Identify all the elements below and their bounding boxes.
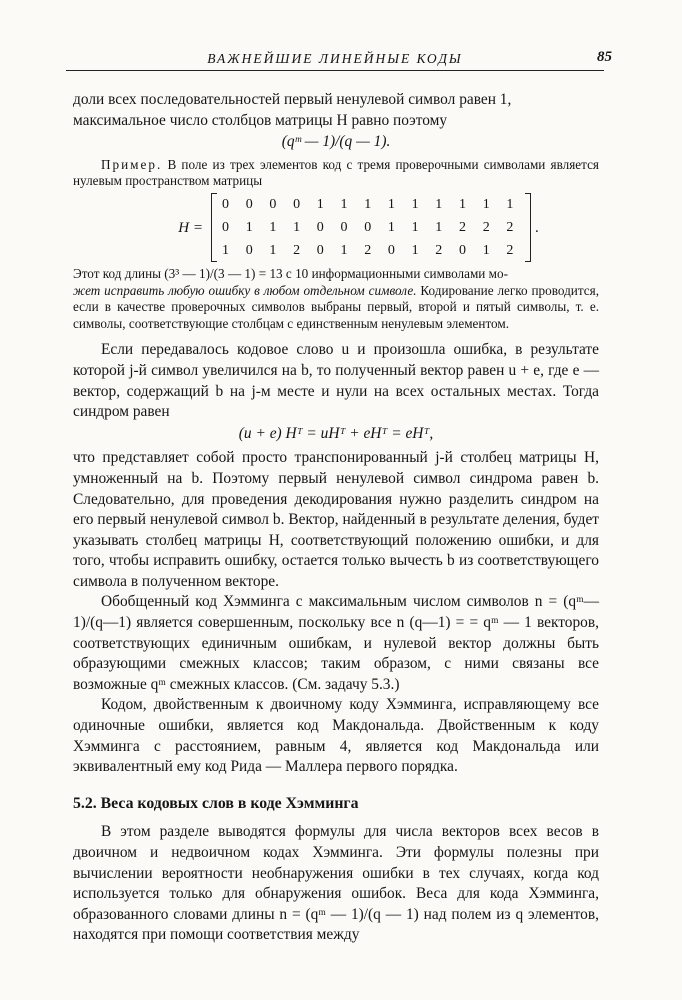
- paragraph-perfect-code: Обобщенный код Хэмминга с максимальным числом символов n = (qᵐ—1)/(q—1) является совершенным, поскольку все n (q—1) = = qᵐ — 1 векторов, соответствующих единичным ошибкам, и нулевой вектор должны быть образующими смежных классов; таким образом, с ними связаны все возможные qᵐ смежных классов. (См. задачу 5.3.): [73, 593, 599, 693]
- matrix-row-2: 0 1 1 1 0 0 0 1 1 1 2 2 2: [222, 220, 520, 236]
- matrix-row-1: 0 0 0 0 1 1 1 1 1 1 1 1 1: [222, 197, 520, 213]
- paragraph-continuation-line-2: максимальное число столбцов матрицы H равно поэтому: [73, 111, 448, 129]
- page-number: 85: [597, 49, 612, 65]
- paragraph-decoding: что представляет собой просто транспонированный j-й столбец матрицы H, умноженный на b. Поэтому первый ненулевой символ синдрома равен b. Следовательно, для проведения декодирования нужно разделить синдром на его первый ненулевой символ b. Вектор, найденный в результате деления, будет указывать столбец матрицы H, соответствующий положению ошибки, и для того, чтобы исправить ошибку, остается только вычесть b из соответствующего символа в полученном векторе.: [73, 449, 599, 590]
- running-title: ВАЖНЕЙШИЕ ЛИНЕЙНЫЕ КОДЫ: [207, 51, 463, 66]
- paragraph-continuation-line-1: доли всех последовательностей первый ненулевой символ равен 1,: [73, 91, 512, 108]
- example-text: В поле из трех элементов код с тремя проверочными символами является нулевым пространством матрицы: [73, 156, 599, 189]
- formula-column-count: (qᵐ — 1)/(q — 1).: [281, 133, 391, 151]
- page-body: [73, 90, 599, 946]
- section-title: 5.2. Веса кодовых слов в коде Хэмминга: [73, 794, 359, 812]
- matrix-body: [211, 193, 531, 262]
- example-after-rest: Кодирование легко проводится, если в качестве проверочных символов выбраны первый, второй и пятый символы, т. е. символы, соответствующие столбцам с единственным ненулевым элементом.: [73, 282, 599, 331]
- example-after-line-1: Этот код длины (3³ — 1)/(3 — 1) = 13 с 10 информационными символами мо-: [73, 265, 508, 281]
- formula-syndrome: (u + e) Hᵀ = uHᵀ + eHᵀ = eHᵀ,: [238, 424, 434, 442]
- example-block: [73, 157, 599, 333]
- matrix-row-3: 1 0 1 2 0 1 2 0 1 2 0 1 2: [222, 243, 520, 259]
- matrix-lhs: H =: [178, 219, 203, 236]
- paragraph-syndrome: Если передавалось кодовое слово u и произошла ошибка, в результате которой j-й символ увеличился на b, то полученный вектор равен u + e, где e — вектор, содержащий b на j-м месте и нули на всех остальных местах. Тогда синдром равен: [73, 341, 599, 421]
- paragraph-weights: В этом разделе выводятся формулы для числа векторов всех весов в двоичном и недвоичном кодах Хэмминга. Эти формулы полезны при вычислении вероятности необнаружения ошибки в тех случаях, когда код используется только для обнаружения ошибок. Веса для кода Хэмминга, образованного словами длины n = (qᵐ — 1)/(q — 1) над полем из q элементов, находятся при помощи соответствия между: [73, 823, 599, 944]
- matrix-end-period: .: [535, 219, 539, 236]
- example-after-italic: жет исправить любую ошибку в любом отдельном символе.: [73, 282, 417, 298]
- example-label: Пример.: [101, 156, 163, 172]
- matrix-h: [73, 192, 599, 264]
- page-header: [66, 48, 612, 71]
- paragraph-dual-code: Кодом, двойственным к двоичному коду Хэмминга, исправляющему все одиночные ошибки, является код Макдональда. Двойственным к коду Хэмминга с расстоянием, равным 4, является код Макдональда или эквивалентный ему код Рида — Маллера первого порядка.: [73, 696, 599, 776]
